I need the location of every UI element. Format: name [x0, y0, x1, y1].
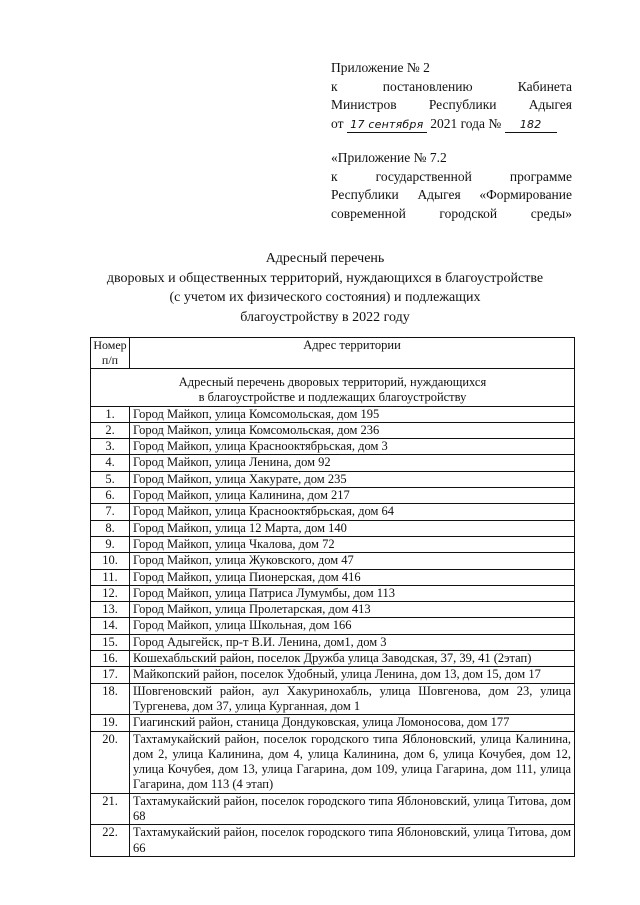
word: Министров [331, 97, 397, 112]
row-address: Город Майкоп, улица Пролетарская, дом 413 [130, 602, 575, 618]
word: «Формирование [479, 187, 572, 202]
row-number: 20. [91, 731, 130, 793]
appendix2-line-2 [331, 168, 572, 187]
row-number: 13. [91, 602, 130, 618]
row-number: 14. [91, 618, 130, 634]
row-address: Тахтамукайский район, поселок городского типа Яблоновский, улица Титова, дом 68 [130, 793, 575, 825]
row-address: Город Майкоп, улица Школьная, дом 166 [130, 618, 575, 634]
title-line: (с учетом их физического состояния) и подлежащих [169, 290, 481, 305]
title-line: благоустройству в 2022 году [240, 309, 410, 325]
word: Республики [331, 187, 399, 202]
row-number: 18. [91, 683, 130, 715]
row-address: Тахтамукайский район, поселок городского типа Яблоновский, улица Калинина, дом 2, улица Калинина, дом 4, улица Калинина, дом 6, улица Кочубея, дом 12, улица Кочубея, дом 13, улица Гагарина, дом 109, улица Гагарина, дом 111, улица Гагарина, дом 113 (4 этап) [130, 731, 575, 793]
row-address: Город Майкоп, улица Краснооктябрьская, дом 3 [130, 439, 575, 455]
row-number: 21. [91, 793, 130, 825]
row-number: 2. [91, 422, 130, 438]
row-number: 3. [91, 439, 130, 455]
header-number-line: п/п [101, 353, 119, 367]
table-header-row [91, 338, 575, 369]
appendix-title: Приложение № 2 [331, 60, 430, 75]
table-row [91, 569, 575, 585]
word: к [331, 78, 338, 94]
title-line: Адресный перечень [265, 251, 385, 266]
word: программе [509, 168, 572, 184]
word: Республики [428, 97, 497, 112]
row-address: Майкопский район, поселок Удобный, улица Ленина, дом 13, дом 15, дом 17 [130, 667, 575, 683]
table-row [91, 422, 575, 438]
appendix-line-3 [331, 96, 572, 115]
row-number: 6. [91, 488, 130, 504]
row-address: Город Майкоп, улица Пионерская, дом 416 [130, 569, 575, 585]
table-row [91, 618, 575, 634]
word: Адыгея [528, 97, 572, 112]
table-row [91, 488, 575, 504]
table-row [91, 602, 575, 618]
table-row [91, 825, 575, 857]
row-address: Город Майкоп, улица Патриса Лумумбы, дом 113 [130, 585, 575, 601]
word: Кабинета [517, 78, 572, 94]
row-address: Город Майкоп, улица Комсомольская, дом 236 [130, 422, 575, 438]
table-row [91, 651, 575, 667]
appendix-date-line [331, 115, 572, 134]
title-line: дворовых и общественных территорий, нуждающихся в благоустройстве [106, 270, 544, 286]
table-row [91, 793, 575, 825]
word: современной [331, 205, 406, 221]
table-row [91, 634, 575, 650]
section-line: Адресный перечень дворовых территорий, нуждающихся [178, 375, 487, 389]
row-address: Гиагинский район, станица Дондуковская, улица Ломоносова, дом 177 [130, 715, 575, 731]
handwritten-number: 182 [505, 118, 557, 133]
table-row [91, 471, 575, 487]
row-address: Шовгеновский район, аул Хакуринохабль, улица Шовгенова, дом 23, улица Тургенева, дом 37, улица Курганная, дом 1 [130, 683, 575, 715]
date-prefix: от [331, 115, 344, 131]
row-address: Город Майкоп, улица Ленина, дом 92 [130, 455, 575, 471]
row-number: 10. [91, 553, 130, 569]
word: Адыгея [417, 187, 461, 202]
row-address: Город Майкоп, улица 12 Марта, дом 140 [130, 520, 575, 536]
document-title [60, 249, 590, 327]
row-number: 15. [91, 634, 130, 650]
row-number: 4. [91, 455, 130, 471]
row-number: 7. [91, 504, 130, 520]
row-number: 12. [91, 585, 130, 601]
table-row [91, 455, 575, 471]
row-number: 19. [91, 715, 130, 731]
word: среды» [530, 205, 572, 221]
row-address: Город Майкоп, улица Комсомольская, дом 195 [130, 406, 575, 422]
appendix2-title: «Приложение № 7.2 [331, 150, 447, 165]
table-row [91, 553, 575, 569]
table-row [91, 520, 575, 536]
row-number: 16. [91, 651, 130, 667]
table-row [91, 536, 575, 552]
date-suffix: 2021 года № [430, 115, 502, 131]
header-number [91, 338, 130, 369]
table-row [91, 667, 575, 683]
word: постановлению [382, 78, 473, 94]
row-number: 9. [91, 536, 130, 552]
row-number: 22. [91, 825, 130, 857]
row-address: Кошехабльский район, поселок Дружба улица Заводская, 37, 39, 41 (2этап) [130, 651, 575, 667]
row-address: Город Майкоп, улица Хакурате, дом 235 [130, 471, 575, 487]
word: государственной [375, 168, 472, 184]
row-number: 5. [91, 471, 130, 487]
row-address: Город Майкоп, улица Калинина, дом 217 [130, 488, 575, 504]
row-address: Город Майкоп, улица Чкалова, дом 72 [130, 536, 575, 552]
appendix2-line-4 [331, 205, 572, 224]
row-number: 8. [91, 520, 130, 536]
row-number: 17. [91, 667, 130, 683]
row-address: Тахтамукайский район, поселок городского типа Яблоновский, улица Титова, дом 66 [130, 825, 575, 857]
handwritten-date: 17 сентября [347, 118, 427, 133]
word: городской [439, 205, 498, 221]
table-row [91, 731, 575, 793]
appendix2-line-3 [331, 186, 572, 205]
section-heading [91, 369, 575, 407]
row-number: 11. [91, 569, 130, 585]
address-table [90, 337, 575, 857]
row-address: Город Майкоп, улица Краснооктябрьская, дом 64 [130, 504, 575, 520]
section-row [91, 369, 575, 407]
table-row [91, 439, 575, 455]
appendix-block [331, 59, 572, 223]
row-address: Город Адыгейск, пр-т В.И. Ленина, дом1, дом 3 [130, 634, 575, 650]
table-row [91, 504, 575, 520]
word: к [331, 168, 338, 184]
table-row [91, 406, 575, 422]
row-number: 1. [91, 406, 130, 422]
row-address: Город Майкоп, улица Жуковского, дом 47 [130, 553, 575, 569]
header-number-line: Номер [93, 338, 127, 352]
header-address: Адрес территории [130, 338, 575, 369]
appendix-line-2 [331, 78, 572, 97]
table-row [91, 683, 575, 715]
section-line: в благоустройстве и подлежащих благоустройству [198, 390, 467, 405]
table-row [91, 585, 575, 601]
table-row [91, 715, 575, 731]
